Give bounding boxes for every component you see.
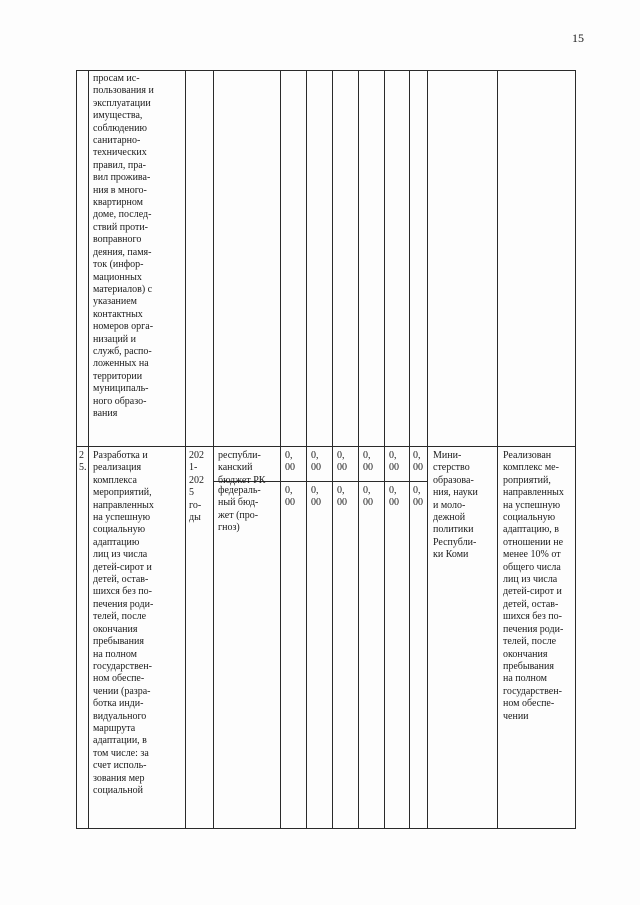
col-border [280, 70, 281, 829]
funding-value: 0, 00 [363, 450, 373, 474]
row-expected-result: Реализован комплекс ме- роприятий, направленных на успешную социальную адаптацию, в отношении не менее 10% от общего числа лиц из числа детей-сирот и детей, остав- шихся без по- печения роди- телей, после окончания пребывания на полном государствен- ном обеспе- чении [503, 450, 564, 722]
col-border [213, 70, 214, 829]
row-executor: Мини- стерство образова- ния, науки и моло- дежной политики Республи- ки Коми [433, 450, 478, 561]
col-border [358, 70, 359, 829]
page-number: 15 [572, 31, 584, 45]
row-number: 2 5. [79, 450, 87, 474]
row-separator [76, 446, 576, 447]
col-border [76, 70, 77, 829]
col-border [88, 70, 89, 829]
funding-value: 0, 00 [311, 485, 321, 509]
funding-value: 0, 00 [389, 450, 399, 474]
table-bottom-border [76, 828, 576, 829]
row-description: Разработка и реализация комплекса мероприятий, направленных на успешную социальную адаптацию лиц из числа детей-сирот и детей, остав- шихся без по- печения роди- телей, после окончания пребывания на полном государствен- ном обеспе- чении (разра- ботка инди- видуального маршрута адаптации, в том числе: за счет исполь- зования мер социальной [93, 450, 154, 796]
col-border [306, 70, 307, 829]
col-border [427, 70, 428, 829]
row-period: 202 1- 202 5 го- ды [189, 450, 204, 524]
funding-value: 0, 00 [285, 485, 295, 509]
funding-source-regional: республи- канский бюджет РК [218, 450, 266, 486]
continued-description: просам ис- пользования и эксплуатации имущества, соблюдению санитарно- технических правил, пра- вил прожива- ния в много- квартирном доме, послед- ствий проти- воправного деяния, памя- ток (инфор- мационных материалов) с указанием контактных номеров орга- низаций и служб, распо- ложенных на территории муниципаль- ного образо- вания [93, 73, 154, 419]
funding-value: 0, 00 [285, 450, 295, 474]
col-border [332, 70, 333, 829]
col-border [384, 70, 385, 829]
funding-value: 0, 00 [363, 485, 373, 509]
funding-value: 0, 00 [337, 485, 347, 509]
funding-value: 0, 00 [389, 485, 399, 509]
col-border [497, 70, 498, 829]
funding-value: 0, 00 [311, 450, 321, 474]
funding-value: 0, 00 [413, 450, 423, 474]
col-border [185, 70, 186, 829]
col-border [409, 70, 410, 829]
col-border [575, 70, 576, 829]
funding-value: 0, 00 [337, 450, 347, 474]
funding-value: 0, 00 [413, 485, 423, 509]
table-top-border [76, 70, 576, 71]
funding-source-federal: федераль- ный бюд- жет (про- гноз) [218, 485, 261, 534]
